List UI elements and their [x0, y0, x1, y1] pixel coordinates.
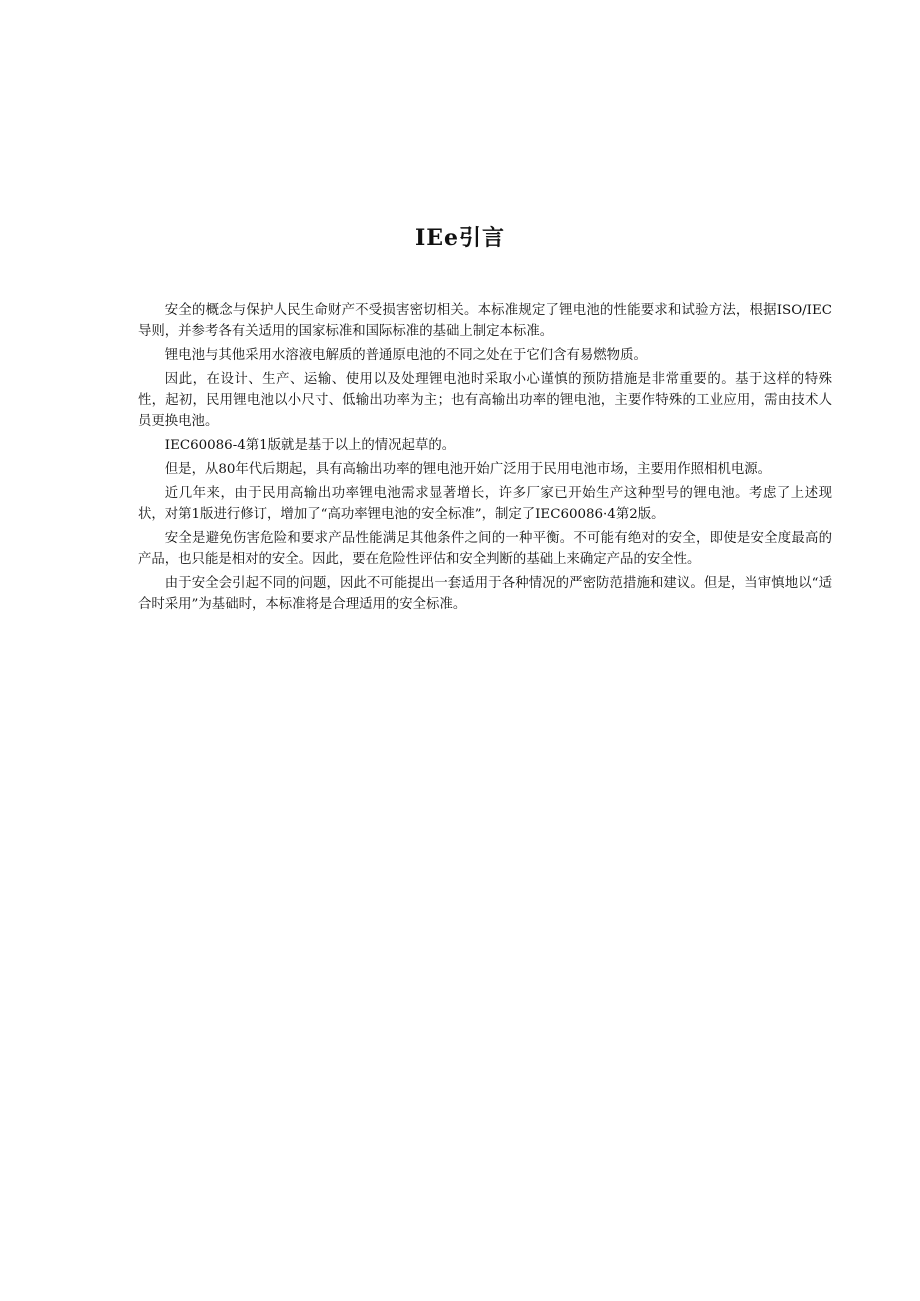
paragraph-4: IEC60086-4第1版就是基于以上的情况起草的。 — [164, 438, 456, 453]
paragraph-6: 近几年来，由于民用高输出功率锂电池需求显著增长，许多厂家已开始生产这种型号的锂电池。考虑了上述现状，对第1版进行修订，增加了“高功率锂电池的安全标准”，制定了IEC60086·4第2版。 — [138, 486, 832, 522]
paragraph-1: 安全的概念与保护人民生命财产不受损害密切相关。本标准规定了锂电池的性能要求和试验方法，根据ISO/IEC导则，并参考各有关适用的国家标准和国际标准的基础上制定本标准。 — [138, 303, 832, 339]
paragraph-2: 锂电池与其他采用水溶液电解质的普通原电池的不同之处在于它们含有易燃物质。 — [164, 348, 647, 363]
paragraph-3: 因此，在设计、生产、运输、使用以及处理锂电池时采取小心谨慎的预防措施是非常重要的。基于这样的特殊性，起初，民用锂电池以小尺寸、低输出功率为主；也有高输出功率的锂电池，主要作特殊的工业应用，需由技术人员更换电池。 — [138, 372, 832, 429]
paragraph-5: 但是，从80年代后期起，具有高输出功率的锂电池开始广泛用于民用电池市场，主要用作照相机电源。 — [164, 462, 772, 477]
paragraph-7: 安全是避免伤害危险和要求产品性能满足其他条件之间的一种平衡。不可能有绝对的安全，即使是安全度最高的产品，也只能是相对的安全。因此，要在危险性评估和安全判断的基础上来确定产品的安全性。 — [138, 531, 832, 567]
page-title: IEe引言 — [414, 225, 506, 251]
paragraph-8: 由于安全会引起不同的问题，因此不可能提出一套适用于各种情况的严密防范措施和建议。但是，当审慎地以“适合时采用”为基础时，本标准将是合理适用的安全标准。 — [138, 576, 832, 612]
body-text — [138, 300, 832, 618]
